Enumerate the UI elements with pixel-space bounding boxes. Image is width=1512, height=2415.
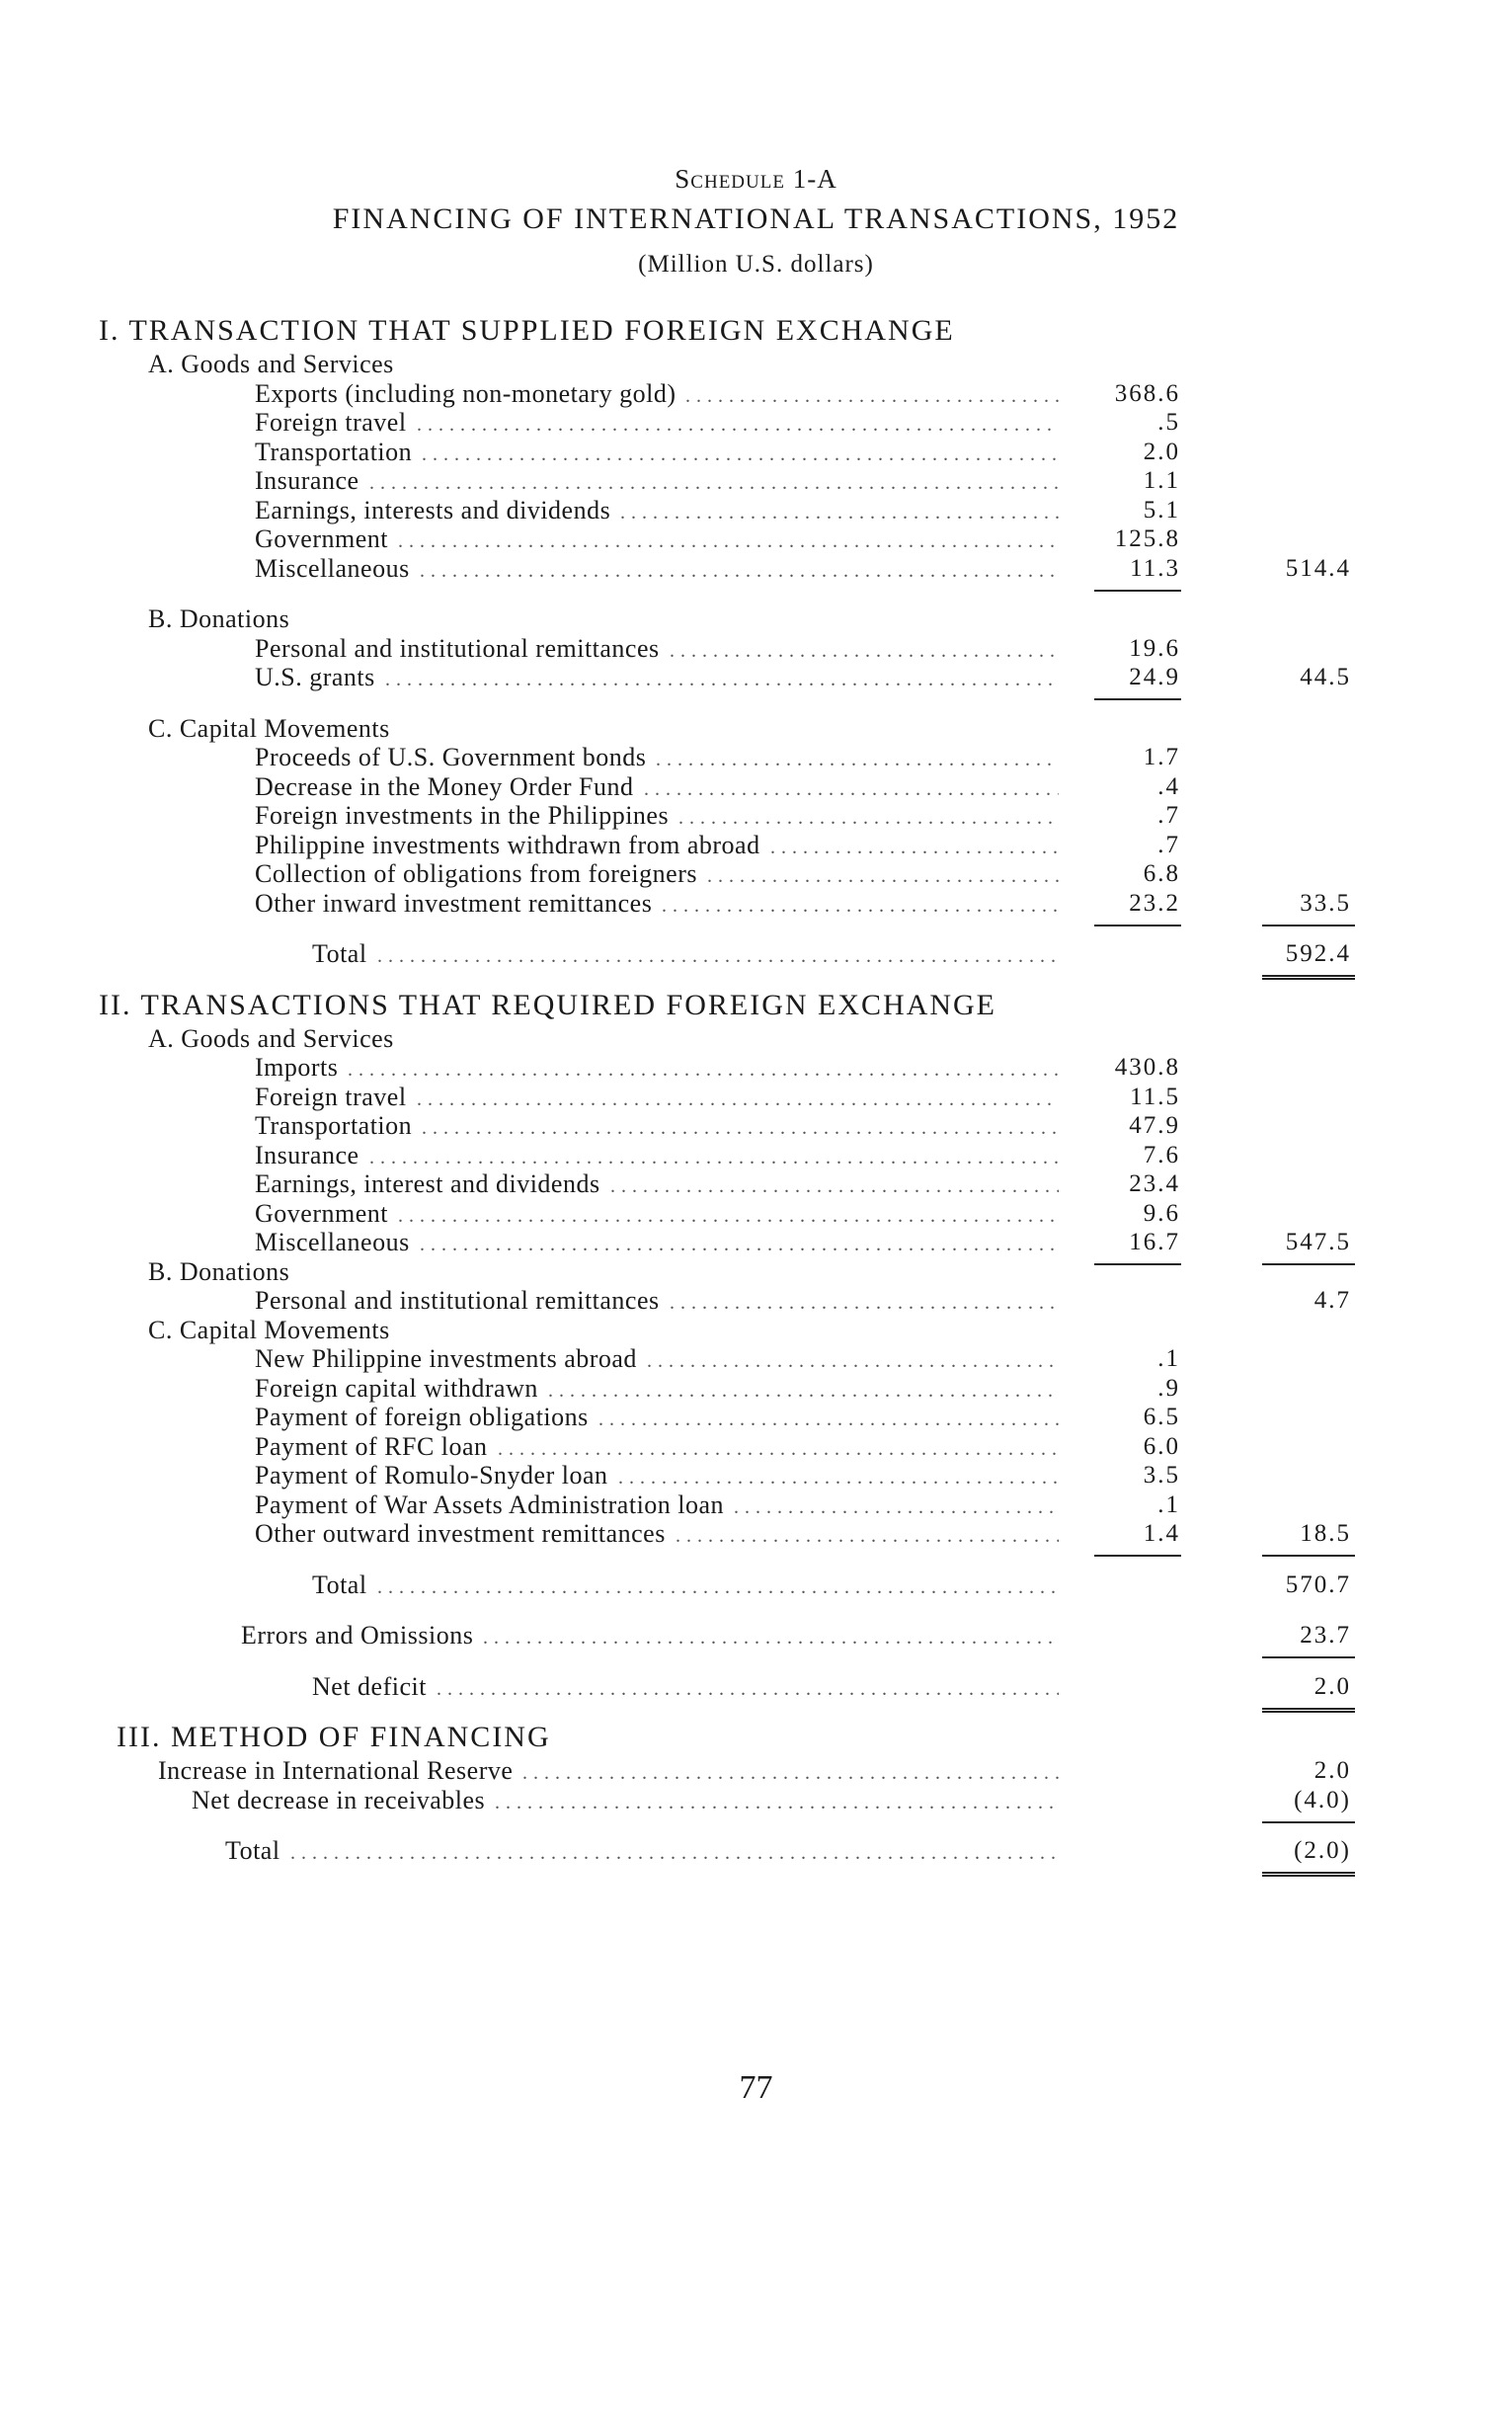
table-row [0, 1141, 1512, 1170]
table-row [0, 1756, 1512, 1786]
table-row [0, 1228, 1512, 1257]
row-label: Philippine investments withdrawn from abroad [255, 830, 760, 859]
table-row [0, 1111, 1512, 1141]
dot-leader [770, 831, 1059, 860]
row-label: A. Goods and Services [148, 1023, 394, 1053]
row-label: Transportation [255, 437, 413, 466]
table-row [0, 1621, 1512, 1650]
item-value: .4 [1157, 772, 1180, 800]
dot-leader [620, 496, 1059, 525]
table-row [0, 1083, 1512, 1112]
subtotal-value: 2.0 [1313, 1757, 1351, 1784]
subtotal-value: 33.5 [1300, 889, 1351, 917]
total-rule [1262, 975, 1355, 980]
total-rule [1262, 1872, 1355, 1877]
subsection-heading [0, 350, 1512, 379]
table-row [0, 1490, 1512, 1520]
table-row [0, 1374, 1512, 1404]
table-row [0, 1286, 1512, 1316]
page-number: 77 [739, 2069, 773, 2106]
row-label: Total [225, 1836, 280, 1865]
item-value: 11.3 [1130, 554, 1180, 582]
table-row [0, 524, 1512, 554]
dot-leader [420, 1228, 1059, 1257]
table-row [0, 408, 1512, 438]
dot-leader [670, 1286, 1059, 1316]
row-label: III. METHOD OF FINANCING [117, 1721, 551, 1753]
subtotal-value: (2.0) [1294, 1837, 1351, 1864]
dot-leader [369, 1141, 1059, 1170]
dot-leader [548, 1374, 1059, 1404]
dot-leader [618, 1461, 1059, 1490]
row-label: Earnings, interests and dividends [255, 495, 611, 524]
table-row [0, 859, 1512, 889]
item-value: 6.0 [1143, 1432, 1180, 1460]
subsection-heading [0, 604, 1512, 634]
table-row [0, 1432, 1512, 1462]
table-row [0, 1169, 1512, 1199]
item-value: 6.5 [1143, 1404, 1180, 1430]
total-rule [1262, 1555, 1355, 1557]
subtotal-value: 592.4 [1285, 940, 1351, 967]
dot-leader [483, 1621, 1059, 1650]
table-row [0, 1836, 1512, 1866]
row-label: B. Donations [148, 1256, 290, 1286]
row-label: II. TRANSACTIONS THAT REQUIRED FOREIGN EXCHANGE [99, 988, 997, 1021]
subtotal-value: 44.5 [1300, 664, 1351, 690]
item-value: .1 [1157, 1490, 1180, 1518]
table-row [0, 1053, 1512, 1083]
row-label: Foreign travel [255, 408, 407, 437]
row-label: Payment of foreign obligations [255, 1403, 589, 1431]
item-value: 125.8 [1114, 525, 1180, 552]
item-value: 5.1 [1143, 496, 1180, 523]
dot-leader [678, 801, 1059, 831]
row-label: I. TRANSACTION THAT SUPPLIED FOREIGN EXCHANGE [99, 314, 955, 347]
table-row [0, 1344, 1512, 1374]
row-label: Personal and institutional remittances [255, 633, 660, 663]
table-row [0, 634, 1512, 664]
table-row [0, 1403, 1512, 1432]
item-value: 47.9 [1129, 1112, 1180, 1139]
dot-leader [417, 1083, 1059, 1112]
dot-leader [670, 634, 1059, 664]
table-row [0, 772, 1512, 802]
table-row [0, 1672, 1512, 1702]
item-value: .7 [1157, 831, 1180, 858]
row-label: Personal and institutional remittances [255, 1286, 660, 1315]
subtotal-value: 547.5 [1285, 1229, 1351, 1255]
dot-leader [522, 1756, 1059, 1786]
table-row [0, 831, 1512, 860]
dot-leader [420, 554, 1059, 584]
item-value: 1.4 [1143, 1520, 1180, 1547]
item-value: 19.6 [1129, 634, 1180, 662]
item-value: .7 [1157, 802, 1180, 829]
row-label: Increase in International Reserve [158, 1756, 514, 1785]
table-row [0, 663, 1512, 692]
row-label: Collection of obligations from foreigners [255, 859, 697, 888]
financing-table [0, 316, 1512, 2094]
section-heading [0, 988, 1512, 1021]
dot-leader [377, 1570, 1059, 1600]
dot-leader [422, 1111, 1059, 1141]
row-label: Other outward investment remittances [255, 1519, 666, 1548]
dot-leader [437, 1672, 1059, 1702]
row-label: Payment of Romulo-Snyder loan [255, 1461, 608, 1489]
row-label: U.S. grants [255, 663, 375, 691]
table-row [0, 554, 1512, 584]
table-row [0, 801, 1512, 831]
table-row [0, 379, 1512, 409]
subtotal-value: 23.7 [1300, 1622, 1351, 1649]
row-label: Imports [255, 1053, 339, 1082]
subsection-heading [0, 1316, 1512, 1345]
dot-leader [385, 663, 1059, 692]
row-label: Foreign investments in the Philippines [255, 801, 670, 830]
row-label: Miscellaneous [255, 553, 410, 583]
item-value: 9.6 [1143, 1199, 1180, 1227]
dot-leader [598, 1403, 1059, 1432]
table-row [0, 466, 1512, 496]
subtotal-value: 4.7 [1313, 1287, 1351, 1314]
row-label: Transportation [255, 1111, 413, 1140]
row-label: B. Donations [148, 604, 290, 633]
page-subtitle: (Million U.S. dollars) [638, 251, 874, 278]
dot-leader [369, 466, 1059, 496]
row-label: Proceeds of U.S. Government bonds [255, 743, 647, 771]
subtotal-value: 18.5 [1300, 1520, 1351, 1547]
row-label: Earnings, interest and dividends [255, 1169, 600, 1198]
table-row [0, 438, 1512, 467]
dot-leader [290, 1836, 1059, 1866]
item-value: 24.9 [1129, 664, 1180, 690]
subsection-heading [0, 1257, 1512, 1287]
item-value: 3.5 [1143, 1462, 1180, 1489]
row-label: A. Goods and Services [148, 350, 394, 378]
row-label: New Philippine investments abroad [255, 1344, 637, 1373]
table-row [0, 1461, 1512, 1490]
row-label: Foreign capital withdrawn [255, 1373, 538, 1403]
row-label: Payment of RFC loan [255, 1431, 488, 1461]
subsection-heading [0, 714, 1512, 744]
table-row [0, 1786, 1512, 1815]
item-value: 16.7 [1129, 1229, 1180, 1255]
item-value: 2.0 [1143, 438, 1180, 465]
section-heading [0, 1723, 1512, 1752]
column-rule [1094, 698, 1181, 700]
item-value: 7.6 [1143, 1141, 1180, 1168]
dot-leader [676, 1519, 1059, 1549]
item-value: 1.1 [1143, 467, 1180, 494]
dot-leader [707, 859, 1059, 889]
dot-leader [685, 379, 1059, 409]
table-row [0, 889, 1512, 919]
dot-leader [422, 438, 1059, 467]
row-label: Payment of War Assets Administration loan [255, 1489, 725, 1519]
row-label: C. Capital Movements [148, 713, 390, 743]
dot-leader [662, 889, 1059, 919]
item-value: .9 [1157, 1374, 1180, 1402]
table-row [0, 939, 1512, 969]
row-label: Total [312, 939, 367, 968]
subtotal-value: 514.4 [1285, 554, 1351, 582]
subtotal-value: 2.0 [1313, 1672, 1351, 1700]
total-rule [1262, 925, 1355, 926]
item-value: 1.7 [1143, 744, 1180, 770]
column-rule [1094, 590, 1181, 592]
item-value: 368.6 [1114, 379, 1180, 407]
row-label: Net decrease in receivables [192, 1785, 486, 1814]
row-label: Government [255, 524, 388, 553]
dot-leader [348, 1053, 1059, 1083]
table-row [0, 1570, 1512, 1600]
dot-leader [377, 939, 1059, 969]
subsection-heading [0, 1024, 1512, 1054]
total-rule [1262, 1821, 1355, 1823]
dot-leader [734, 1490, 1059, 1520]
total-rule [1262, 1656, 1355, 1658]
dot-leader [644, 772, 1059, 802]
row-label: Government [255, 1198, 388, 1228]
table-row [0, 1519, 1512, 1549]
page-title: FINANCING OF INTERNATIONAL TRANSACTIONS, 1952 [332, 202, 1180, 235]
row-label: Insurance [255, 466, 359, 495]
row-label: Insurance [255, 1140, 359, 1169]
section-heading [0, 316, 1512, 346]
dot-leader [610, 1169, 1059, 1199]
row-label: Total [312, 1570, 367, 1599]
table-row [0, 743, 1512, 772]
dot-leader [647, 1344, 1059, 1374]
total-rule [1262, 1708, 1355, 1713]
item-value: .5 [1157, 409, 1180, 436]
column-rule [1094, 1555, 1181, 1557]
dot-leader [495, 1786, 1059, 1815]
dot-leader [656, 743, 1059, 772]
row-label: Decrease in the Money Order Fund [255, 771, 634, 801]
row-label: Exports (including non-monetary gold) [255, 378, 676, 408]
dot-leader [398, 524, 1059, 554]
dot-leader [417, 408, 1059, 438]
row-label: Other inward investment remittances [255, 888, 653, 918]
column-rule [1094, 925, 1181, 926]
row-label: Errors and Omissions [241, 1621, 474, 1650]
item-value: 6.8 [1143, 860, 1180, 887]
row-label: Foreign travel [255, 1082, 407, 1111]
dot-leader [398, 1199, 1059, 1229]
item-value: 23.2 [1129, 889, 1180, 917]
item-value: 11.5 [1130, 1083, 1180, 1110]
schedule-label: Schedule 1-A [675, 164, 837, 194]
item-value: .1 [1157, 1345, 1180, 1372]
subtotal-value: (4.0) [1294, 1786, 1351, 1813]
dot-leader [498, 1432, 1059, 1462]
table-row [0, 496, 1512, 525]
item-value: 430.8 [1114, 1054, 1180, 1081]
row-label: Miscellaneous [255, 1228, 410, 1256]
row-label: C. Capital Movements [148, 1315, 390, 1344]
item-value: 23.4 [1129, 1170, 1180, 1197]
table-row [0, 1199, 1512, 1229]
subtotal-value: 570.7 [1285, 1570, 1351, 1598]
row-label: Net deficit [312, 1671, 427, 1701]
